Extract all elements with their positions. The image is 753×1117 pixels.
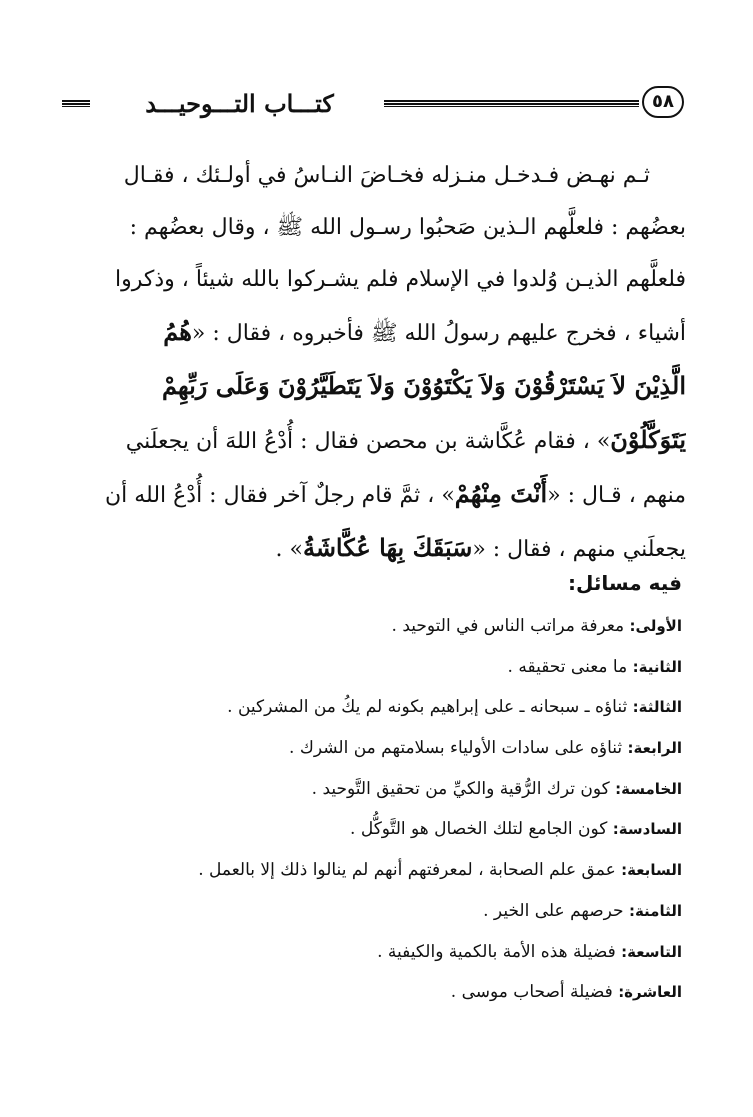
issue-text: كون ترك الرُّقية والكيِّ من تحقيق التَّوحيد . [311,778,616,799]
issues-list [60,606,682,1013]
issue-ordinal: السادسة: [612,820,682,839]
issue-ordinal: الثامنة: [628,901,682,920]
list-item [60,850,682,891]
issue-ordinal: الثالثة: [632,698,682,717]
list-item [60,647,682,688]
page-number: ٥٨ [642,86,684,118]
issue-ordinal: التاسعة: [621,942,682,961]
issue-ordinal: السابعة: [621,861,682,880]
text-line-1: ثـم نهـض فـدخـل منـزله فخـاضَ النـاسُ في أولـئك ، فقـال [123,163,650,188]
header-rule-left [62,100,90,107]
list-item [60,932,682,973]
list-item [60,728,682,769]
hadith-quote: الَّذِيْنَ لاَ يَسْتَرْقُوْنَ وَلاَ يَكْتَوُوْنَ وَلاَ يَتَطَيَّرُوْنَ وَعَلَى رَبِّهِمْ [162,371,686,400]
text-line-2: بعضُهم : فلعلَّهم الـذين صَحبُوا رسـول الله ﷺ ، وقال بعضُهم : [129,215,686,240]
list-item [60,809,682,850]
hadith-quote-start: هُمُ [163,317,192,346]
quote-sabaqaka: سَبَقَكَ بِهَا عُكَّاشَةُ [302,533,473,562]
text-line-7 [68,468,686,522]
issue-text: معرفة مراتب الناس في التوحيد . [391,616,630,636]
issue-text: عمق علم الصحابة ، لمعرفتهم أنهم لم ينالوا ذلك إلا بالعمل . [198,860,622,881]
issue-ordinal: العاشرة: [618,983,682,1002]
text-line-4 [68,306,686,360]
issue-text: ثناؤه ـ سبحانه ـ على إبراهيم بكونه لم يكُ من المشركين . [227,697,633,718]
text-line-8-start: يجعلَني منهم ، فقال : « [472,537,686,562]
list-item [60,769,682,810]
issue-ordinal: الأولى: [629,617,682,635]
quote-anta-minhum: أَنْتَ مِنْهُمْ [454,479,548,508]
text-line-6 [68,414,686,468]
text-line-7-start: منهم ، قـال : « [547,483,686,508]
issues-heading: فيه مسائل: [568,571,682,595]
issue-text: ما معنى تحقيقه . [507,656,633,677]
issue-ordinal: الخامسة: [615,779,682,798]
hadith-quote-end: يَتَوَكَّلُوْنَ [610,425,686,454]
text-line-7-end: » ، ثمَّ قام رجلٌ آخر فقال : أُدْعُ الله أن [105,483,455,508]
issue-text: كون الجامع لتلك الخصال هو التَّوكُّل . [350,819,613,840]
page-header [62,86,682,122]
header-rule-right [384,100,639,107]
issue-ordinal: الثانية: [632,657,682,676]
issue-text: فضيلة أصحاب موسى . [450,982,619,1003]
text-line-5 [68,360,686,414]
main-paragraph [68,150,686,576]
issue-text: فضيلة هذه الأمة بالكمية والكيفية . [377,941,622,962]
list-item [60,606,682,647]
issue-ordinal: الرابعة: [627,739,682,758]
text-line-6-body: » ، فقام عُكَّاشة بن محصن فقال : أُدْعُ اللهَ أن يجعلَني [125,429,611,454]
running-title: كتـــاب التـــوحيـــد [145,89,334,118]
list-item [60,972,682,1013]
issue-text: حرصهم على الخير . [483,900,629,921]
text-line-3: فلعلَّهم الذيـن وُلدوا في الإسلام فلم يشـركوا بالله شيئاً ، وذكروا [114,267,686,292]
issue-text: ثناؤه على سادات الأولياء بسلامتهم من الشرك . [289,738,628,759]
text-line-4-body: أشياء ، فخرج عليهم رسولُ الله ﷺ فأخبروه ، فقال : « [191,321,686,346]
list-item [60,687,682,728]
list-item [60,891,682,932]
text-line-8-end: » . [275,537,303,562]
